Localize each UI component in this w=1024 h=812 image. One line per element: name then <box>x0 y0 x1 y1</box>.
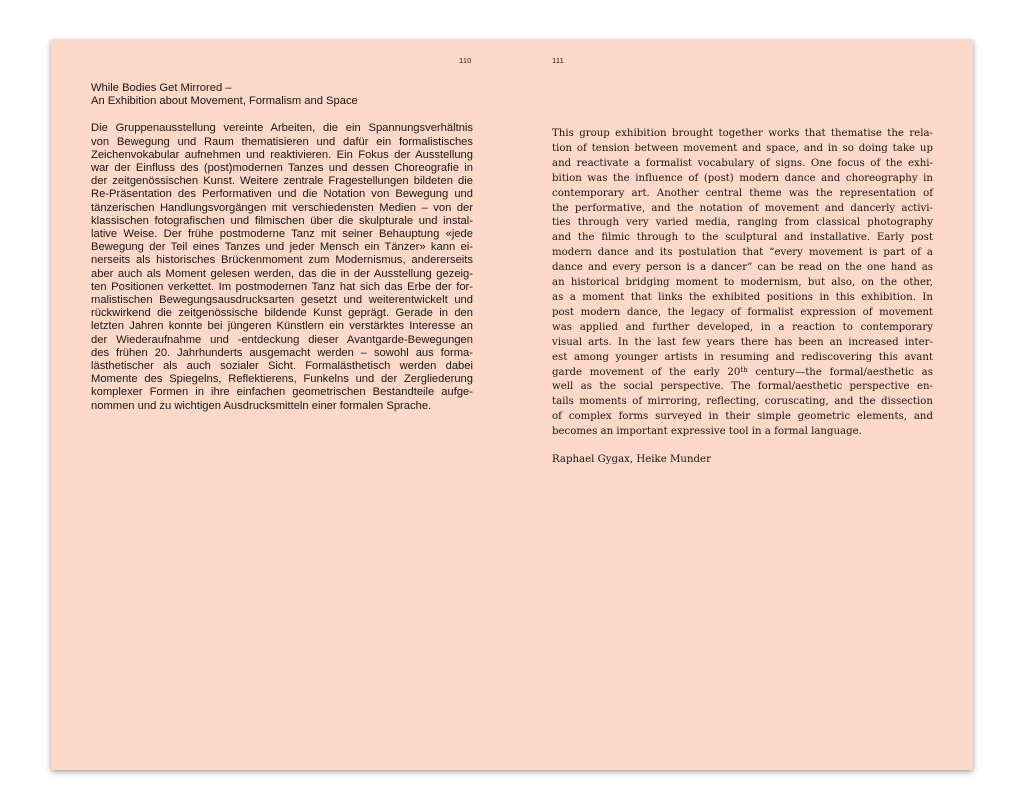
book-spread <box>51 40 973 770</box>
text-line: modern dance and its postulation that “every movement is part of a <box>552 247 933 259</box>
article-title <box>91 82 473 108</box>
text-line: lative Weise. Der frühe postmoderne Tanz mit seiner Behauptung «jede <box>91 228 473 241</box>
title-line: An Exhibition about Movement, Formalism and Space <box>91 95 358 108</box>
text-line: komplexer Formen in ihre einfachen geometrischen Bestandteile aufge- <box>91 386 473 399</box>
text-line: ties through very varied media, ranging from classical photography <box>552 217 933 229</box>
text-line: des frühen 20. Jahrhunderts ausgemacht werden – sowohl aus forma- <box>91 346 473 359</box>
text-line: der Wiederaufnahme und -entdeckung dieser Avantgarde-Bewegungen <box>91 333 473 346</box>
page-number-left: 110 <box>459 56 472 65</box>
text-line: visual arts. In the last few years there has been an increased inter- <box>552 336 933 348</box>
text-line: von Bewegung und Raum thematisieren und dafür ein formalistisches <box>91 135 473 148</box>
text-line: lästhetischer als auch sozialer Sicht. Formalästhetisch werden dabei <box>91 360 473 373</box>
text-line: Zeichenvokabular aufnehmen und reaktivieren. Ein Fokus der Ausstellung <box>91 148 473 161</box>
text-segment: garde movement of the early 20 <box>552 366 741 378</box>
authors-line: Raphael Gygax, Heike Munder <box>552 454 711 466</box>
text-line: Bewegung der Teil eines Tanzes und jeder Mensch ein Tänzer» kann ei- <box>91 241 473 254</box>
text-line: was applied and further developed, in a reaction to contemporary <box>552 321 933 333</box>
text-line: tails moments of mirroring, reflecting, coruscating, and the dissection <box>552 396 933 408</box>
german-body-text <box>91 122 473 412</box>
title-line: While Bodies Get Mirrored – <box>91 82 232 94</box>
text-line: Momente des Spiegelns, Reflektierens, Funkelns und der Zergliederung <box>91 373 473 386</box>
text-line: rückwirkend die zeitgenössische bildende Kunst geprägt. Gerade in den <box>91 307 473 320</box>
text-line: malistischen Bewegungsausdrucksarten gesetzt und weiterentwickelt und <box>91 294 473 307</box>
text-line: the performative, and the notation of movement and dancerly activi- <box>552 202 933 214</box>
text-line: klassischen fotografischen und filmischen über die skulpturale und instal- <box>91 214 473 227</box>
text-line: an historical bridging moment to modernism, but also, on the other, <box>552 277 933 289</box>
text-line: bition was the influence of (post) modern dance and choreography in <box>552 172 933 184</box>
text-segment: century—the formal/aesthetic as <box>747 366 933 378</box>
text-line: and the filmic through to the sculptural and installative. Early post <box>552 232 933 244</box>
text-line: war der Einfluss des (post)modernen Tanzes und dessen Choreografie in <box>91 162 473 175</box>
ordinal-superscript: th <box>740 365 748 374</box>
text-line: well as the social perspective. The formal/aesthetic perspective en- <box>552 381 933 393</box>
text-line: of complex forms surveyed in their simple geometric elements, and <box>552 411 933 423</box>
text-line: becomes an important expressive tool in a formal language. <box>552 426 862 438</box>
text-line: ten Positionen verkettet. Im postmodernen Tanz hat sich das Erbe der for- <box>91 280 473 293</box>
text-line: post modern dance, the legacy of formalist expression of movement <box>552 306 933 318</box>
text-line: tänzerischen Handlungsvorgängen mit verschiedensten Medien – von der <box>91 201 473 214</box>
page-number-right: 111 <box>552 56 565 65</box>
german-text-column <box>91 82 473 413</box>
text-line: contemporary art. Another central theme was the representation of <box>552 187 933 199</box>
text-line: dance and every person is a dancer” can be read on the one hand as <box>552 262 933 274</box>
text-line: letzten Jahren konnte bei jüngeren Künstlern ein verstärktes Interesse an <box>91 320 473 333</box>
text-line: Re-Präsentation des Performativen und die Notation von Bewegung und <box>91 188 473 201</box>
text-line: as a moment that links the exhibited positions in this exhibition. In <box>552 291 933 303</box>
text-line: der zeitgenössischen Kunst. Weitere zentrale Fragestellungen bildeten die <box>91 175 473 188</box>
text-line: nerseits als historisches Brückenmoment zum Modernismus, andererseits <box>91 254 473 267</box>
english-body-text <box>552 127 933 440</box>
text-line: Die Gruppenausstellung vereinte Arbeiten, die ein Spannungsverhältnis <box>91 122 473 135</box>
text-line: and reactivate a formalist vocabulary of signs. One focus of the exhi- <box>552 157 933 169</box>
english-text-column <box>552 127 933 468</box>
text-line: est among younger artists in resuming and rediscovering this avant <box>552 351 933 363</box>
text-line: nommen und zu wichtigen Ausdrucksmitteln einer formalen Sprache. <box>91 399 432 412</box>
text-line-with-superscript <box>552 366 933 381</box>
text-line: tion of tension between movement and space, and in so doing take up <box>552 142 933 154</box>
text-line: aber auch als Moment gelesen werden, das die in der Ausstellung gezeig- <box>91 267 473 280</box>
text-line: This group exhibition brought together works that thematise the rela- <box>552 128 933 139</box>
